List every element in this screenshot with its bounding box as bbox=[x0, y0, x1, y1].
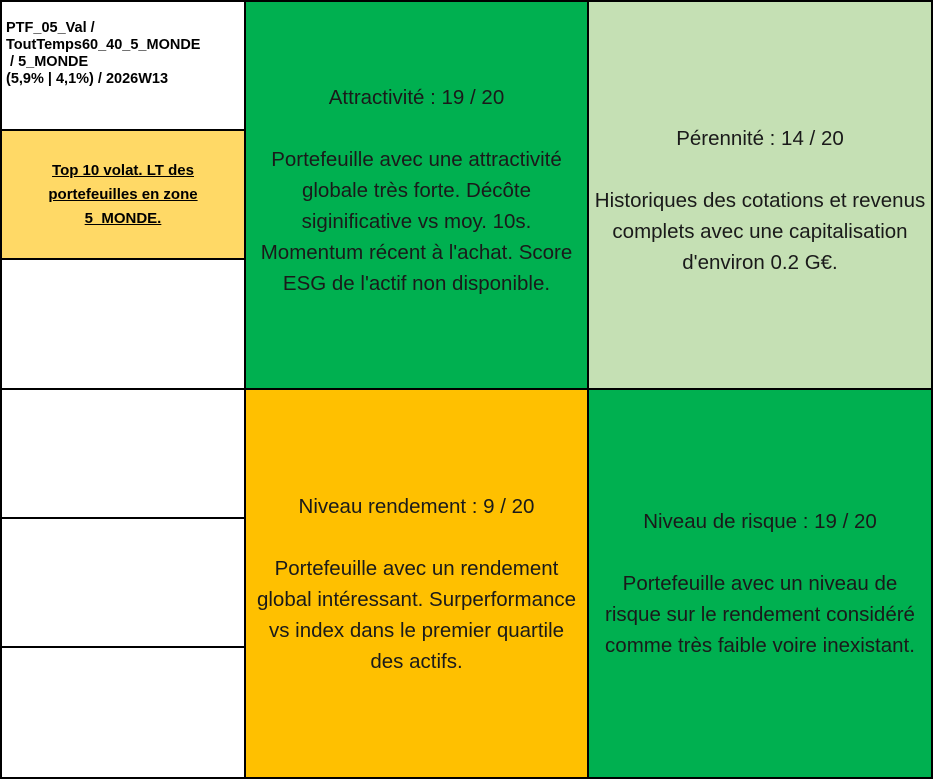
rendement-panel bbox=[244, 388, 589, 779]
top10-cell bbox=[0, 129, 246, 260]
portfolio-info-line-4: (5,9% | 4,1%) / 2026W13 bbox=[6, 71, 169, 87]
empty-cell-4 bbox=[0, 646, 246, 779]
empty-cell-1 bbox=[0, 258, 246, 390]
top10-link[interactable]: Top 10 volat. LT des portefeuilles en zone 5_MONDE. bbox=[48, 161, 198, 227]
portfolio-info-line-1: PTF_05_Val / bbox=[6, 20, 95, 36]
perennite-score: Pérennité : 14 / 20 bbox=[676, 126, 844, 150]
perennite-description: Historiques des cotations et revenus complets avec une capitalisation d'environ 0.2 G€. bbox=[594, 188, 926, 274]
perennite-panel bbox=[587, 0, 933, 390]
empty-cell-2 bbox=[0, 388, 246, 519]
attractivite-panel bbox=[244, 0, 589, 390]
attractivite-description: Portefeuille avec une attractivité globale très forte. Décôte siginificative vs moy. 10s. Momentum récent à l'achat. Score ESG de l'actif non disponible. bbox=[260, 147, 573, 295]
empty-cell-3 bbox=[0, 517, 246, 648]
portfolio-info-line-2: ToutTemps60_40_5_MONDE bbox=[6, 37, 201, 53]
risque-panel bbox=[587, 388, 933, 779]
attractivite-score: Attractivité : 19 / 20 bbox=[328, 85, 505, 109]
risque-score: Niveau de risque : 19 / 20 bbox=[643, 510, 877, 533]
risque-description: Portefeuille avec un niveau de risque sur le rendement considéré comme très faible voire inexistant. bbox=[605, 572, 915, 657]
rendement-score: Niveau rendement : 9 / 20 bbox=[298, 494, 535, 518]
portfolio-info-cell bbox=[0, 0, 246, 131]
portfolio-info-line-3: / 5_MONDE bbox=[6, 54, 89, 70]
rendement-description: Portefeuille avec un rendement global intéressant. Surperformance vs index dans le premier quartile des actifs. bbox=[256, 556, 577, 673]
